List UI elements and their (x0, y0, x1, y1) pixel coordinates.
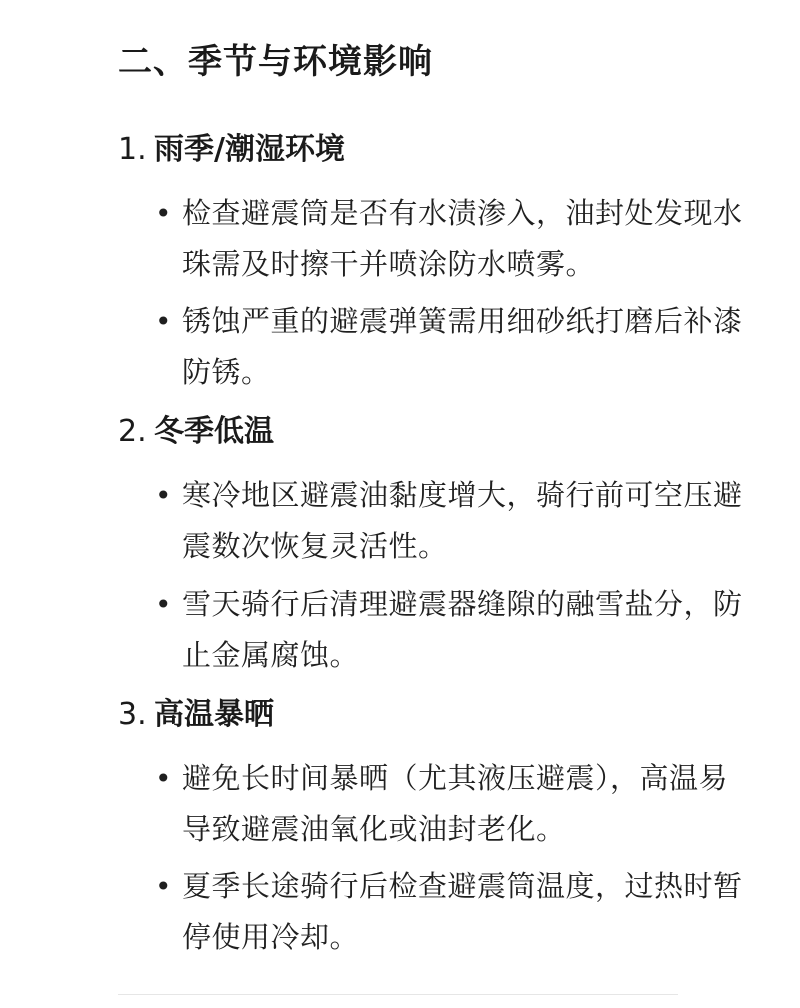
bottom-divider (118, 994, 678, 995)
bullet-text: 夏季长途骑行后检查避震筒温度，过热时暂停使用冷却。 (182, 869, 743, 954)
bullet-dot-icon: • (155, 870, 172, 903)
bullet-text: 避免长时间暴晒（尤其液压避震），高温易导致避震油氧化或油封老化。 (182, 761, 729, 846)
item-number: 1. (118, 132, 147, 167)
bullet-dot-icon: • (155, 762, 172, 795)
bullet-item (155, 296, 755, 398)
bullet-item (155, 470, 755, 572)
bullet-item (155, 753, 755, 855)
list-item-winter (118, 409, 274, 455)
bullet-item (155, 579, 755, 681)
bullet-dot-icon: • (155, 479, 172, 512)
bullet-text: 寒冷地区避震油黏度增大，骑行前可空压避震数次恢复灵活性。 (182, 478, 743, 563)
bullet-item (155, 188, 755, 290)
item-number: 3. (118, 697, 147, 732)
bullet-text: 雪天骑行后清理避震器缝隙的融雪盐分，防止金属腐蚀。 (182, 587, 743, 672)
list-item-rainy-season (118, 127, 345, 173)
bullet-dot-icon: • (155, 305, 172, 338)
bullet-text: 检查避震筒是否有水渍渗入，油封处发现水珠需及时擦干并喷涂防水喷雾。 (182, 196, 743, 281)
bullet-dot-icon: • (155, 588, 172, 621)
list-item-high-temperature (118, 692, 274, 738)
section-title: 二、季节与环境影响 (118, 42, 433, 82)
item-label: 雨季/潮湿环境 (154, 132, 345, 167)
item-number: 2. (118, 414, 147, 449)
item-label: 冬季低温 (154, 414, 274, 449)
item-label: 高温暴晒 (154, 697, 274, 732)
bullet-dot-icon: • (155, 197, 172, 230)
bullet-text: 锈蚀严重的避震弹簧需用细砂纸打磨后补漆防锈。 (182, 304, 743, 389)
bullet-item (155, 861, 755, 963)
